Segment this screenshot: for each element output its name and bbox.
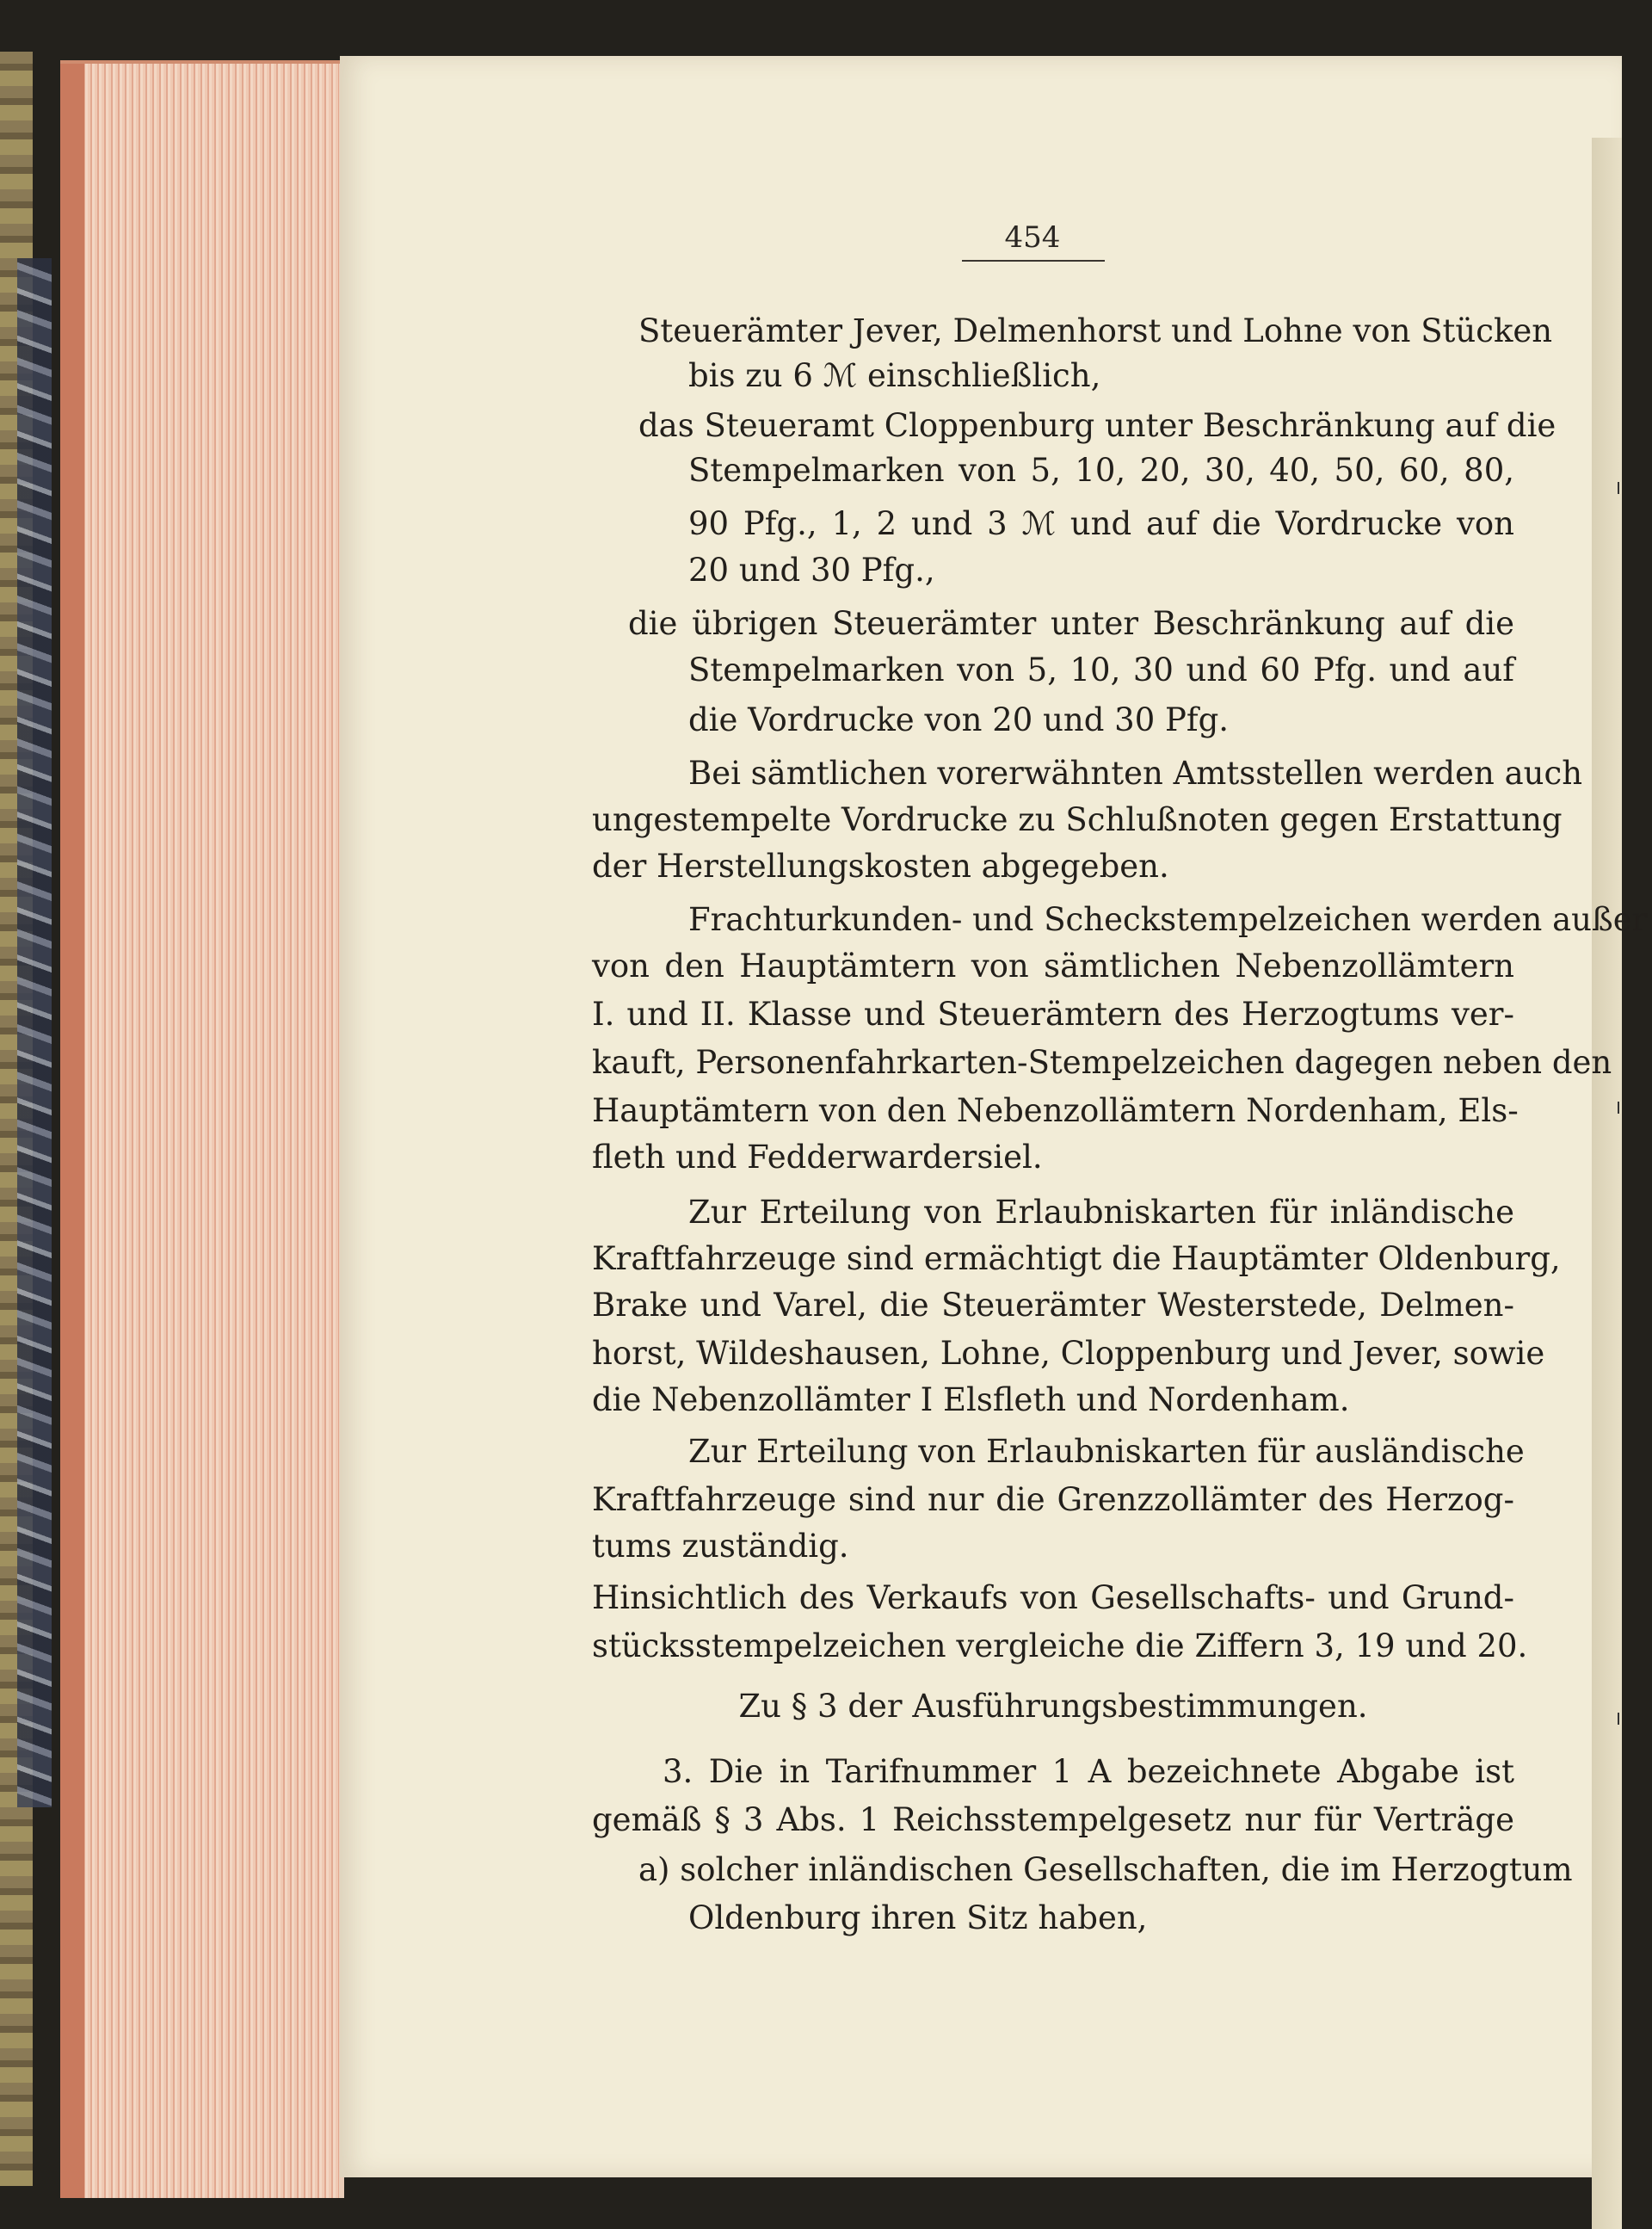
text-line: 3. Die in Tarifnummer 1 A bezeichnete Abgabe ist	[663, 1753, 1514, 1790]
section-heading: Zu § 3 der Ausführungsbestimmungen.	[738, 1688, 1368, 1725]
text-line: Hauptämtern von den Nebenzollämtern Nordenham, Els-	[592, 1092, 1519, 1129]
text-line: 90 Pfg., 1, 2 und 3 ℳ und auf die Vordrucke von	[688, 505, 1514, 542]
text-line: das Steueramt Cloppenburg unter Beschränkung auf die	[638, 407, 1556, 444]
text-line: gemäß § 3 Abs. 1 Reichsstempelgesetz nur für Verträge	[592, 1801, 1514, 1838]
text-line: die übrigen Steuerämter unter Beschränkung auf die	[628, 605, 1514, 642]
text-line: 20 und 30 Pfg.,	[688, 552, 935, 589]
text-line: Oldenburg ihren Sitz haben,	[688, 1899, 1148, 1936]
edge-mark	[1618, 482, 1619, 494]
edge-mark	[1618, 1102, 1619, 1114]
text-line: I. und II. Klasse und Steuerämtern des Herzogtums ver-	[592, 996, 1514, 1033]
text-line: die Vordrucke von 20 und 30 Pfg.	[688, 701, 1230, 738]
text-line: bis zu 6 ℳ einschließlich,	[688, 357, 1101, 394]
text-line: tums zuständig.	[592, 1528, 849, 1565]
text-line: stücksstempelzeichen vergleiche die Ziffern 3, 19 und 20.	[592, 1627, 1528, 1664]
text-line: Kraftfahrzeuge sind ermächtigt die Hauptämter Oldenburg,	[592, 1240, 1561, 1277]
text-line: a) solcher inländischen Gesellschaften, die im Herzogtum	[638, 1851, 1573, 1888]
text-line: Hinsichtlich des Verkaufs von Gesellschafts- und Grund-	[592, 1579, 1514, 1616]
text-line: Stempelmarken von 5, 10, 20, 30, 40, 50, 60, 80,	[688, 452, 1514, 489]
text-line: die Nebenzollämter I Elsfleth und Nordenham.	[592, 1381, 1350, 1418]
text-line: horst, Wildeshausen, Lohne, Cloppenburg und Jever, sowie	[592, 1335, 1545, 1372]
text-line: Brake und Varel, die Steuerämter Westerstede, Delmen-	[592, 1287, 1514, 1324]
text-line: Kraftfahrzeuge sind nur die Grenzzollämter des Herzog-	[592, 1481, 1514, 1518]
text-line: der Herstellungskosten abgegeben.	[592, 848, 1169, 885]
text-line: Frachturkunden- und Scheckstempelzeichen werden außer	[688, 901, 1648, 938]
page-number: 454	[1004, 220, 1061, 255]
text-line: Stempelmarken von 5, 10, 30 und 60 Pfg. und auf	[688, 651, 1514, 688]
text-line: kauft, Personenfahrkarten-Stempelzeichen dagegen neben den	[592, 1044, 1612, 1081]
edge-mark	[1618, 1713, 1619, 1725]
text-line: Zur Erteilung von Erlaubniskarten für inländische	[688, 1194, 1514, 1231]
text-line: Zur Erteilung von Erlaubniskarten für ausländische	[688, 1433, 1525, 1470]
text-line: fleth und Fedderwardersiel.	[592, 1139, 1043, 1176]
text-line: Bei sämtlichen vorerwähnten Amtsstellen werden auch	[688, 755, 1583, 792]
text-line: ungestempelte Vordrucke zu Schlußnoten gegen Erstattung	[592, 801, 1563, 838]
text-line: Steuerämter Jever, Delmenhorst und Lohne von Stücken	[638, 312, 1553, 349]
text-line: von den Hauptämtern von sämtlichen Nebenzollämtern	[592, 948, 1514, 985]
